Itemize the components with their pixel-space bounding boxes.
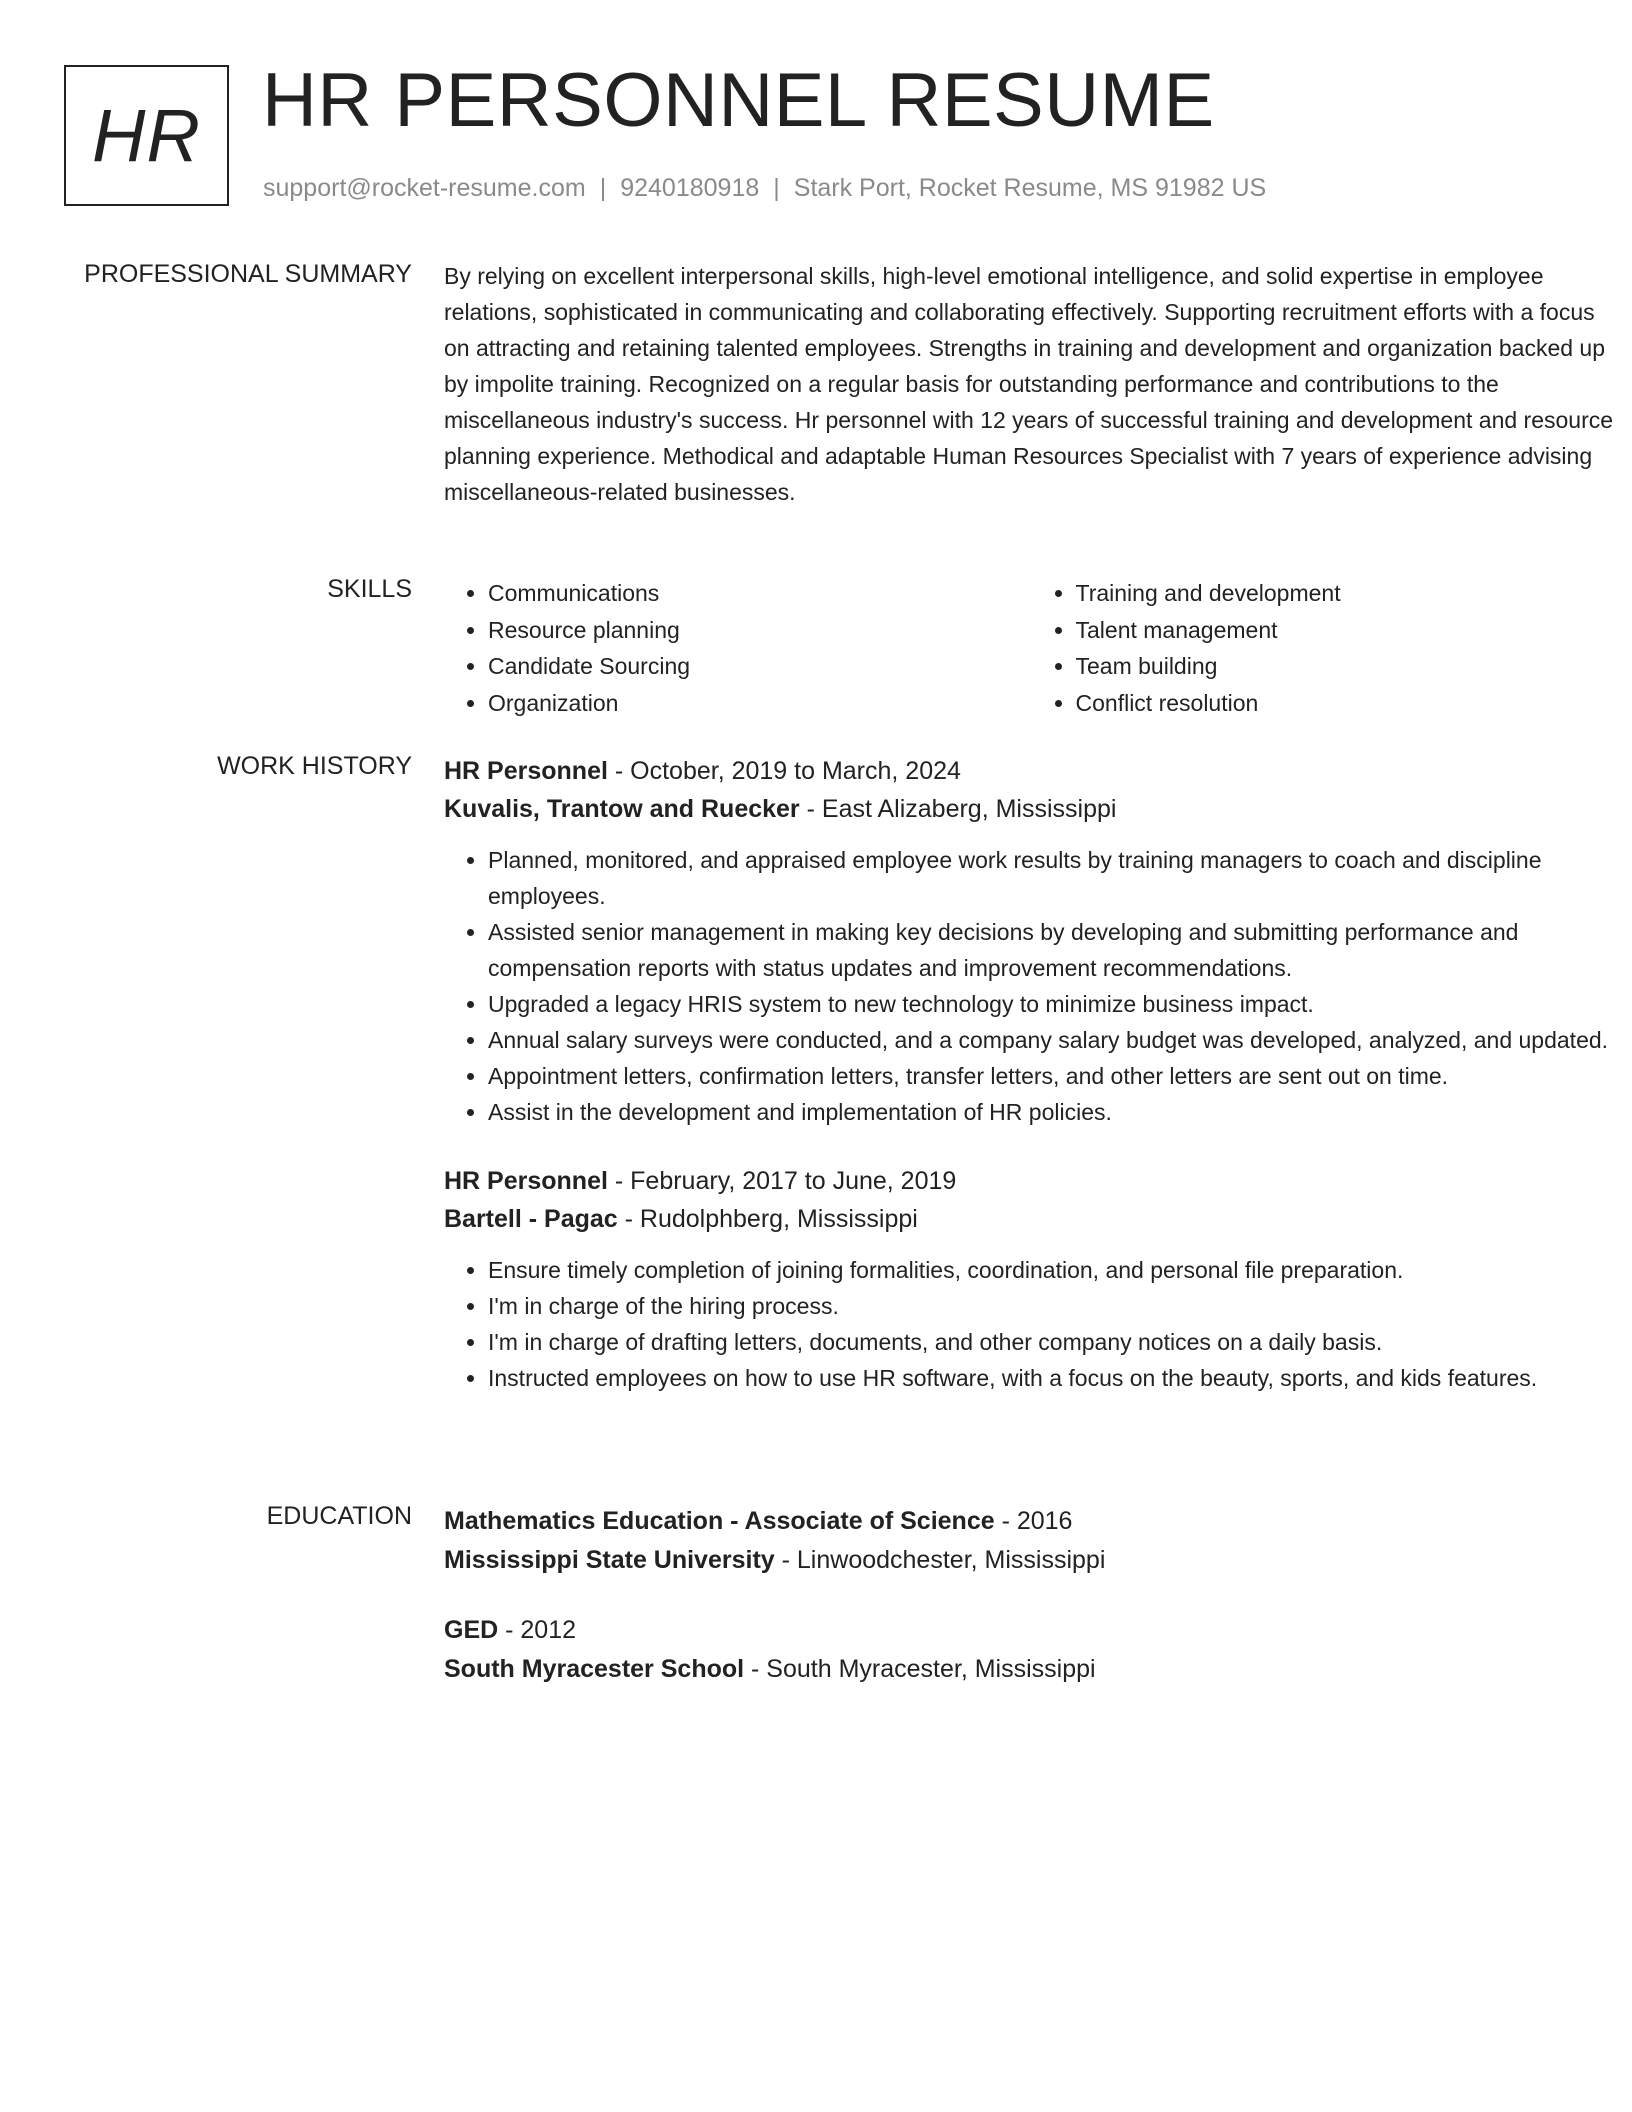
education-degree: GED: [444, 1616, 499, 1644]
skill-item: • Candidate Sourcing: [488, 648, 1032, 685]
education-school: Mississippi State University: [444, 1546, 775, 1574]
job-bullets: [444, 842, 1619, 1130]
education-year: - 2016: [994, 1507, 1073, 1535]
monogram-text: HR: [92, 94, 201, 177]
job-bullets: [444, 1252, 1619, 1396]
education-school-line: [444, 1541, 1619, 1580]
section-label-education: EDUCATION: [266, 1502, 412, 1530]
contact-separator: |: [599, 174, 607, 202]
job-bullet: • Instructed employees on how to use HR software, with a focus on the beauty, sports, and kids features.: [488, 1360, 1619, 1396]
skill-item: • Team building: [1076, 648, 1620, 685]
job-location: - Rudolphberg, Mississippi: [617, 1205, 918, 1233]
contact-email[interactable]: support@rocket-resume.com: [263, 174, 586, 202]
job-bullet: • I'm in charge of drafting letters, documents, and other company notices on a daily basis.: [488, 1324, 1619, 1360]
section-label-skills: SKILLS: [327, 575, 412, 603]
section-label-summary: PROFESSIONAL SUMMARY: [84, 260, 412, 288]
job-bullet: • I'm in charge of the hiring process.: [488, 1288, 1619, 1324]
education-degree-line: [444, 1502, 1619, 1541]
summary-text: By relying on excellent interpersonal skills, high-level emotional intelligence, and solid expertise in employee relations, sophisticated in communicating and collaborating effectively. Supporting recruitment efforts with a focus on attracting and retaining talented employees. Strengths in training and development and organization backed up by impolite training. Recognized on a regular basis for outstanding performance and contributions to the miscellaneous industry's success. Hr personnel with 12 years of successful training and development and resource planning experience. Methodical and adaptable Human Resources Specialist with 7 years of experience advising miscellaneous-related businesses.: [444, 263, 1614, 505]
education-location: - South Myracester, Mississippi: [744, 1655, 1096, 1683]
job-bullet: • Planned, monitored, and appraised employee work results by training managers to coach and discipline employees.: [488, 842, 1619, 914]
skill-item: • Communications: [488, 575, 1032, 612]
resume-header: [64, 58, 1564, 210]
contact-address: Stark Port, Rocket Resume, MS 91982 US: [793, 174, 1267, 202]
section-label-work-history: WORK HISTORY: [217, 752, 412, 780]
job-title: HR Personnel: [444, 757, 608, 785]
skill-item: • Talent management: [1076, 612, 1620, 649]
contact-line: [263, 174, 1266, 203]
skill-item: • Organization: [488, 685, 1032, 722]
job-dates: - October, 2019 to March, 2024: [607, 757, 961, 785]
education-school: South Myracester School: [444, 1655, 745, 1683]
skill-item: • Training and development: [1076, 575, 1620, 612]
skill-item: • Resource planning: [488, 612, 1032, 649]
job-entry: [444, 1162, 1619, 1396]
job-location: - East Alizaberg, Mississippi: [799, 795, 1117, 823]
skills-list: [444, 575, 1619, 721]
education-location: - Linwoodchester, Mississippi: [774, 1546, 1106, 1574]
education-entry: [444, 1611, 1619, 1689]
job-bullet: • Assisted senior management in making key decisions by developing and submitting performance and compensation reports with status updates and improvement recommendations.: [488, 914, 1619, 986]
resume-title: HR PERSONNEL RESUME: [262, 58, 1215, 143]
education-degree: Mathematics Education - Associate of Science: [444, 1507, 995, 1535]
job-company-line: [444, 790, 1619, 828]
education-degree-line: [444, 1611, 1619, 1650]
education-school-line: [444, 1650, 1619, 1689]
job-company: Bartell - Pagac: [444, 1205, 618, 1233]
job-title: HR Personnel: [444, 1167, 608, 1195]
job-bullet: • Assist in the development and implementation of HR policies.: [488, 1094, 1619, 1130]
job-bullet: • Annual salary surveys were conducted, and a company salary budget was developed, analyzed, and updated.: [488, 1022, 1619, 1058]
contact-phone[interactable]: 9240180918: [620, 174, 760, 202]
job-company-line: [444, 1200, 1619, 1238]
education-year: - 2012: [498, 1616, 577, 1644]
monogram-box: [64, 65, 229, 206]
job-company: Kuvalis, Trantow and Ruecker: [444, 795, 800, 823]
job-title-line: [444, 752, 1619, 790]
education-entry: [444, 1502, 1619, 1580]
contact-separator: |: [773, 174, 780, 202]
job-bullet: • Ensure timely completion of joining formalities, coordination, and personal file preparation.: [488, 1252, 1619, 1288]
skill-item: • Conflict resolution: [1076, 685, 1620, 722]
job-title-line: [444, 1162, 1619, 1200]
job-bullet: • Appointment letters, confirmation letters, transfer letters, and other letters are sent out on time.: [488, 1058, 1619, 1094]
skills-column-right: [1032, 575, 1620, 721]
job-dates: - February, 2017 to June, 2019: [607, 1167, 957, 1195]
job-bullet: • Upgraded a legacy HRIS system to new technology to minimize business impact.: [488, 986, 1619, 1022]
skills-column-left: [444, 575, 1032, 721]
job-entry: [444, 752, 1619, 1130]
